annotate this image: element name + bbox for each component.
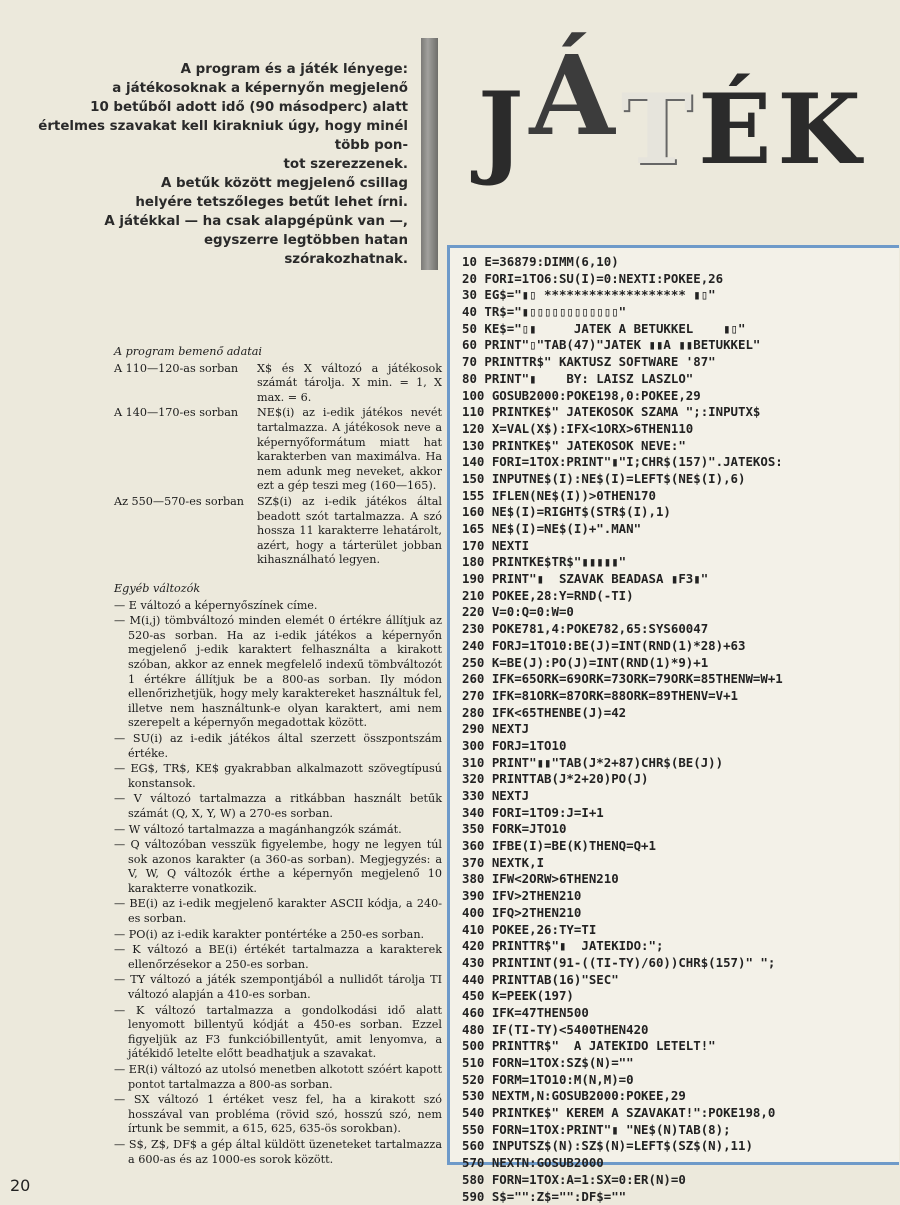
code-listing bbox=[462, 254, 899, 1205]
intro-line: A játékkal — ha csak alapgépünk van —, bbox=[10, 212, 408, 231]
other-variables-list bbox=[114, 599, 442, 1168]
intro-line: A program és a játék lényege: bbox=[10, 60, 408, 79]
code-line: 155 IFLEN(NE$(I))>0THEN170 bbox=[462, 488, 899, 505]
code-line: 420 PRINTTR$"▮ JATEKIDO:"; bbox=[462, 938, 899, 955]
variable-item: — E változó a képernyőszínek címe. bbox=[114, 599, 442, 614]
code-line: 540 PRINTKE$" KEREM A SZAVAKAT!":POKE198,0 bbox=[462, 1105, 899, 1122]
input-items-list bbox=[114, 362, 442, 568]
code-line: 220 V=0:Q=0:W=0 bbox=[462, 604, 899, 621]
code-line: 30 EG$="▮▯ ******************* ▮▯" bbox=[462, 287, 899, 304]
code-line: 390 IFV>2THEN210 bbox=[462, 888, 899, 905]
code-line: 430 PRINTINT(91-((TI-TY)/60))CHR$(157)" "; bbox=[462, 955, 899, 972]
variable-item: — SX változó 1 értéket vesz fel, ha a kirakott szó hosszával van probléma (rövid szó, hosszú szó, nem írtunk be semmit, a 615, 625, 635-ös sorokban). bbox=[114, 1093, 442, 1137]
code-line: 440 PRINTTAB(16)"SEC" bbox=[462, 972, 899, 989]
code-line: 260 IFK=65ORK=69ORK=73ORK=79ORK=85THENW=W+1 bbox=[462, 671, 899, 688]
code-line: 450 K=PEEK(197) bbox=[462, 988, 899, 1005]
code-line: 80 PRINT"▮ BY: LAISZ LASZLO" bbox=[462, 371, 899, 388]
code-line: 590 S$="":Z$="":DF$="" bbox=[462, 1189, 899, 1205]
variable-item: — EG$, TR$, KE$ gyakrabban alkalmazott szövegtípusú konstansok. bbox=[114, 762, 442, 791]
variable-item: — BE(i) az i-edik megjelenő karakter ASCII kódja, a 240-es sorban. bbox=[114, 897, 442, 926]
code-line: 360 IFBE(I)=BE(K)THENQ=Q+1 bbox=[462, 838, 899, 855]
code-line: 530 NEXTM,N:GOSUB2000:POKEE,29 bbox=[462, 1088, 899, 1105]
intro-text bbox=[10, 60, 408, 269]
variable-item: — TY változó a játék szempontjából a nullidőt tárolja TI változó alapján a 410-es sorban. bbox=[114, 973, 442, 1002]
code-line: 230 POKE781,4:POKE782,65:SYS60047 bbox=[462, 621, 899, 638]
code-line: 580 FORN=1TOX:A=1:SX=0:ER(N)=0 bbox=[462, 1172, 899, 1189]
code-line: 190 PRINT"▮ SZAVAK BEADASA ▮F3▮" bbox=[462, 571, 899, 588]
title-letter-a: Á bbox=[529, 36, 620, 156]
input-item-label: Az 550—570-es sorban bbox=[114, 495, 257, 568]
code-line: 110 PRINTKE$" JATEKOSOK SZAMA ";:INPUTX$ bbox=[462, 404, 899, 421]
title-letter-j: J bbox=[478, 67, 529, 193]
variable-item: — S$, Z$, DF$ a gép által küldött üzeneteket tartalmazza a 600-as és az 1000-es sorok között. bbox=[114, 1138, 442, 1167]
variable-item: — ER(i) változó az utolsó menetben alkotott szóért kapott pontot tartalmazza a 800-as sorban. bbox=[114, 1063, 442, 1092]
input-item-desc: X$ és X változó a játékosok számát tárolja. X min. = 1, X max. = 6. bbox=[257, 362, 442, 406]
code-line: 550 FORN=1TOX:PRINT"▮ "NE$(N)TAB(8); bbox=[462, 1122, 899, 1139]
other-section-title: Egyéb változók bbox=[114, 582, 442, 597]
code-line: 210 POKEE,28:Y=RND(-TI) bbox=[462, 588, 899, 605]
code-line: 510 FORN=1TOX:SZ$(N)="" bbox=[462, 1055, 899, 1072]
input-item bbox=[114, 406, 442, 494]
intro-line: értelmes szavakat kell kirakniuk úgy, hogy minél több pon- bbox=[10, 117, 408, 155]
input-item bbox=[114, 495, 442, 568]
input-item-label: A 110—120-as sorban bbox=[114, 362, 257, 406]
intro-line: tot szerezzenek. bbox=[10, 155, 408, 174]
code-line: 240 FORJ=1TO10:BE(J)=INT(RND(1)*28)+63 bbox=[462, 638, 899, 655]
intro-line: helyére tetszőleges betűt lehet írni. bbox=[10, 193, 408, 212]
code-line: 140 FORI=1TOX:PRINT"▮"I;CHR$(157)".JATEKOS: bbox=[462, 454, 899, 471]
code-line: 560 INPUTSZ$(N):SZ$(N)=LEFT$(SZ$(N),11) bbox=[462, 1138, 899, 1155]
code-line: 380 IFW<2ORW>6THEN210 bbox=[462, 871, 899, 888]
code-line: 320 PRINTTAB(J*2+20)PO(J) bbox=[462, 771, 899, 788]
variable-item: — V változó tartalmazza a ritkábban használt betűk számát (Q, X, Y, W) a 270-es sorban. bbox=[114, 792, 442, 821]
variable-item: — W változó tartalmazza a magánhangzók számát. bbox=[114, 823, 442, 838]
code-line: 70 PRINTTR$" KAKTUSZ SOFTWARE '87" bbox=[462, 354, 899, 371]
variable-item: — M(i,j) tömbváltozó minden elemét 0 értékre állítjuk az 520-as sorban. Ha az i-edik játékos a képernyőn megjelenő j-edik karaktert felhasználta a kirakott szóban, akkor az ennek megfelelő indexű tömbváltozót 1 értékre állítjuk be a 800-as sorban. Ily módon ellenőrizhetjük, hogy mely karaktereket használtuk fel, illetve nem használtunk-e olyan karaktert, ami nem szerepelt a képernyőn megadottak között. bbox=[114, 614, 442, 731]
code-line: 410 POKEE,26:TY=TI bbox=[462, 922, 899, 939]
input-item bbox=[114, 362, 442, 406]
code-line: 120 X=VAL(X$):IFX<1ORX>6THEN110 bbox=[462, 421, 899, 438]
variable-item: — Q változóban vesszük figyelembe, hogy ne legyen túl sok azonos karakter (a 360-as sorban). Megjegyzés: a V, W, Q változók érthe a képernyőn megjelenő 10 karakterre vonatkozik. bbox=[114, 838, 442, 896]
code-line: 280 IFK<65THENBE(J)=42 bbox=[462, 705, 899, 722]
other-variables-section bbox=[114, 582, 442, 1168]
code-line: 130 PRINTKE$" JATEKOSOK NEVE:" bbox=[462, 438, 899, 455]
variable-item: — K változó tartalmazza a gondolkodási idő alatt lenyomott billentyű kódját a 450-es sorban. Ezzel figyeljük az F3 funkcióbillentyűt, amit lenyomva, a játékidő letelte előtt beadhatjuk a szavakat. bbox=[114, 1004, 442, 1062]
code-line: 180 PRINTKE$TR$"▮▮▮▮▮" bbox=[462, 554, 899, 571]
code-line: 500 PRINTTR$" A JATEKIDO LETELT!" bbox=[462, 1038, 899, 1055]
code-line: 20 FORI=1TO6:SU(I)=0:NEXTI:POKEE,26 bbox=[462, 271, 899, 288]
code-line: 160 NE$(I)=RIGHT$(STR$(I),1) bbox=[462, 504, 899, 521]
input-section-title: A program bemenő adatai bbox=[114, 345, 442, 360]
input-item-desc: NE$(i) az i-edik játékos nevét tartalmazza. A játékosok neve a képernyőformátum miatt hat karakterben van maximálva. Ha nem adunk meg neveket, akkor ezt a gép teszi meg (160—165). bbox=[257, 406, 442, 494]
code-line: 50 KE$="▯▮ JATEK A BETUKKEL ▮▯" bbox=[462, 321, 899, 338]
intro-line: A betűk között megjelenő csillag bbox=[10, 174, 408, 193]
input-item-desc: SZ$(i) az i-edik játékos által beadott szót tartalmazza. A szó hossza 11 karakterre lehatárolt, azért, hogy a tárterület jobban kihasználható legyen. bbox=[257, 495, 442, 568]
code-line: 310 PRINT"▮▮"TAB(J*2+87)CHR$(BE(J)) bbox=[462, 755, 899, 772]
input-data-section bbox=[114, 345, 442, 569]
code-line: 400 IFQ>2THEN210 bbox=[462, 905, 899, 922]
code-line: 300 FORJ=1TO10 bbox=[462, 738, 899, 755]
code-line: 370 NEXTK,I bbox=[462, 855, 899, 872]
title-letter-t: T bbox=[621, 70, 698, 190]
code-line: 350 FORK=JTO10 bbox=[462, 821, 899, 838]
code-line: 100 GOSUB2000:POKE198,0:POKEE,29 bbox=[462, 388, 899, 405]
code-line: 340 FORI=1TO9:J=I+1 bbox=[462, 805, 899, 822]
variable-item: — PO(i) az i-edik karakter pontértéke a 250-es sorban. bbox=[114, 928, 442, 943]
code-line: 480 IF(TI-TY)<5400THEN420 bbox=[462, 1022, 899, 1039]
input-item-label: A 140—170-es sorban bbox=[114, 406, 257, 494]
title-letter-e: É bbox=[698, 70, 777, 190]
intro-side-bar bbox=[421, 38, 438, 270]
code-line: 290 NEXTJ bbox=[462, 721, 899, 738]
code-line: 330 NEXTJ bbox=[462, 788, 899, 805]
code-line: 40 TR$="▮▯▯▯▯▯▯▯▯▯▯▯▯" bbox=[462, 304, 899, 321]
code-line: 150 INPUTNE$(I):NE$(I)=LEFT$(NE$(I),6) bbox=[462, 471, 899, 488]
intro-line: szórakozhatnak. bbox=[10, 250, 408, 269]
intro-line: 10 betűből adott idő (90 másodperc) alatt bbox=[10, 98, 408, 117]
variable-item: — SU(i) az i-edik játékos által szerzett összpontszám értéke. bbox=[114, 732, 442, 761]
code-line: 270 IFK=81ORK=87ORK=88ORK=89THENV=V+1 bbox=[462, 688, 899, 705]
code-line: 460 IFK=47THEN500 bbox=[462, 1005, 899, 1022]
code-line: 170 NEXTI bbox=[462, 538, 899, 555]
title-letter-k: K bbox=[777, 70, 866, 190]
code-line: 165 NE$(I)=NE$(I)+".MAN" bbox=[462, 521, 899, 538]
code-line: 250 K=BE(J):PO(J)=INT(RND(1)*9)+1 bbox=[462, 655, 899, 672]
intro-line: egyszerre legtöbben hatan bbox=[10, 231, 408, 250]
code-line: 10 E=36879:DIMM(6,10) bbox=[462, 254, 899, 271]
intro-line: a játékosoknak a képernyőn megjelenő bbox=[10, 79, 408, 98]
code-line: 570 NEXTN:GOSUB2000 bbox=[462, 1155, 899, 1172]
variable-item: — K változó a BE(i) értékét tartalmazza a karakterek ellenőrzésekor a 250-es sorban. bbox=[114, 943, 442, 972]
code-line: 520 FORM=1TO10:M(N,M)=0 bbox=[462, 1072, 899, 1089]
code-line: 60 PRINT"▯"TAB(47)"JATEK ▮▮A ▮▮BETUKKEL" bbox=[462, 337, 899, 354]
code-listing-box bbox=[447, 245, 899, 1165]
big-title-jatek bbox=[478, 70, 900, 190]
page-number: 20 bbox=[10, 1176, 30, 1195]
